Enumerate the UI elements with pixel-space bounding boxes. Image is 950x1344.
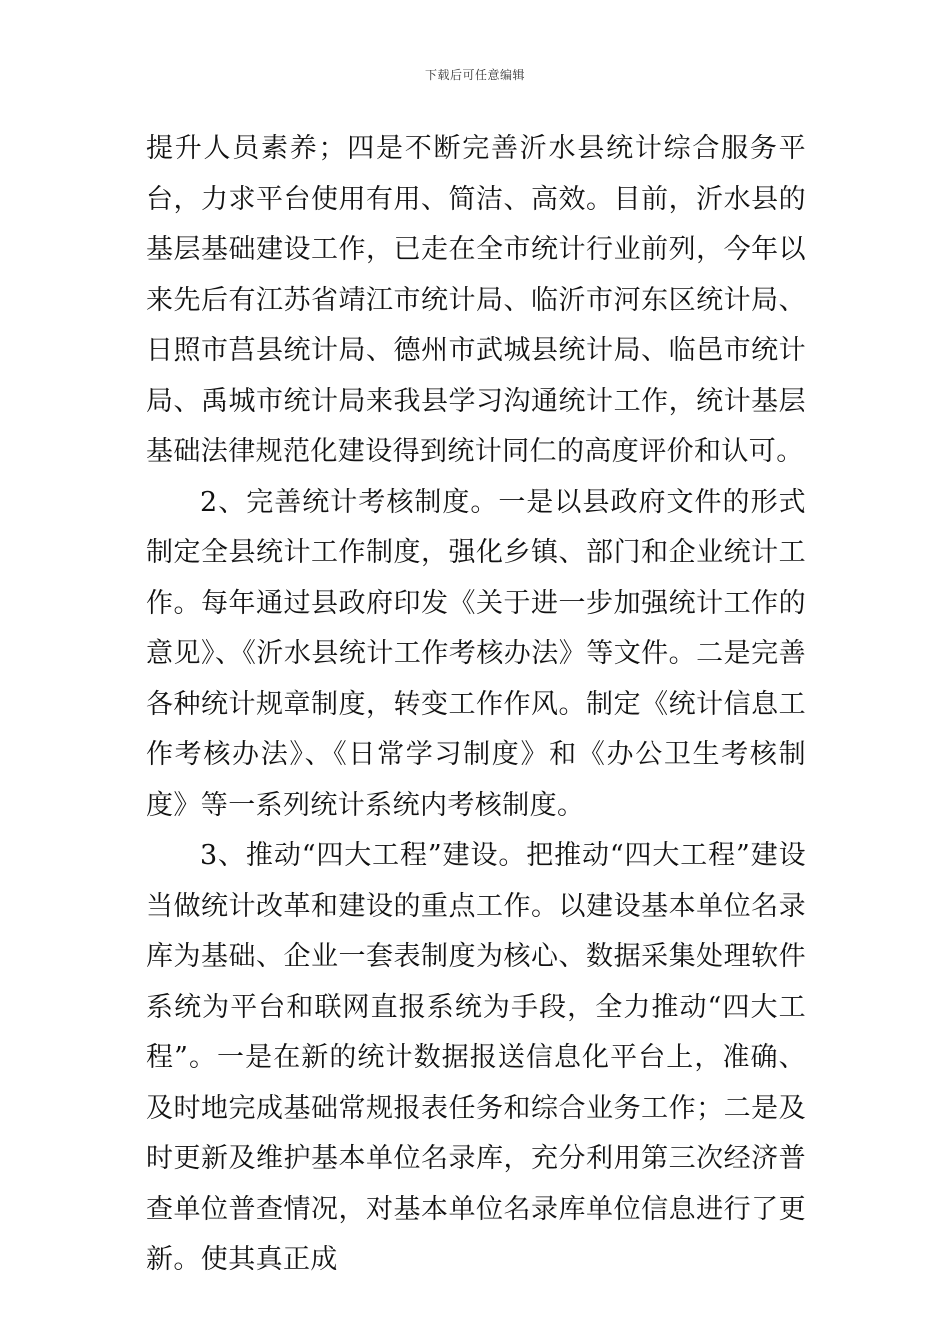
paragraph-3: 3、推动“四大工程”建设。把推动“四大工程”建设当做统计改革和建设的重点工作。以建设基本单位名录库为基础、企业一套表制度为核心、数据采集处理软件系统为平台和联网直报系统为手段，全力推动“四大工程”。一是在新的统计数据报送信息化平台上，准确、及时地完成基础常规报表任务和综合业务工作；二是及时更新及维护基本单位名录库，充分利用第三次经济普查单位普查情况，对基本单位名录库单位信息进行了更新。使其真正成 xyxy=(146,840,806,1275)
document-body xyxy=(146,124,806,1286)
page-header: 下载后可任意编辑 xyxy=(424,68,525,82)
paragraph-2: 2、完善统计考核制度。一是以县政府文件的形式制定全县统计工作制度，强化乡镇、部门和企业统计工作。每年通过县政府印发《关于进一步加强统计工作的意见》、《沂水县统计工作考核办法》等文件。二是完善各种统计规章制度，转变工作作风。制定《统计信息工作考核办法》、《日常学习制度》和《办公卫生考核制度》等一系列统计系统内考核制度。 xyxy=(146,486,806,821)
paragraph-1: 提升人员素养；四是不断完善沂水县统计综合服务平台，力求平台使用有用、简洁、高效。目前，沂水县的基层基础建设工作，已走在全市统计行业前列，今年以来先后有江苏省靖江市统计局、临沂市河东区统计局、日照市莒县统计局、德州市武城县统计局、临邑市统计局、禹城市统计局来我县学习沟通统计工作，统计基层基础法律规范化建设得到统计同仁的高度评价和认可。 xyxy=(146,133,806,467)
